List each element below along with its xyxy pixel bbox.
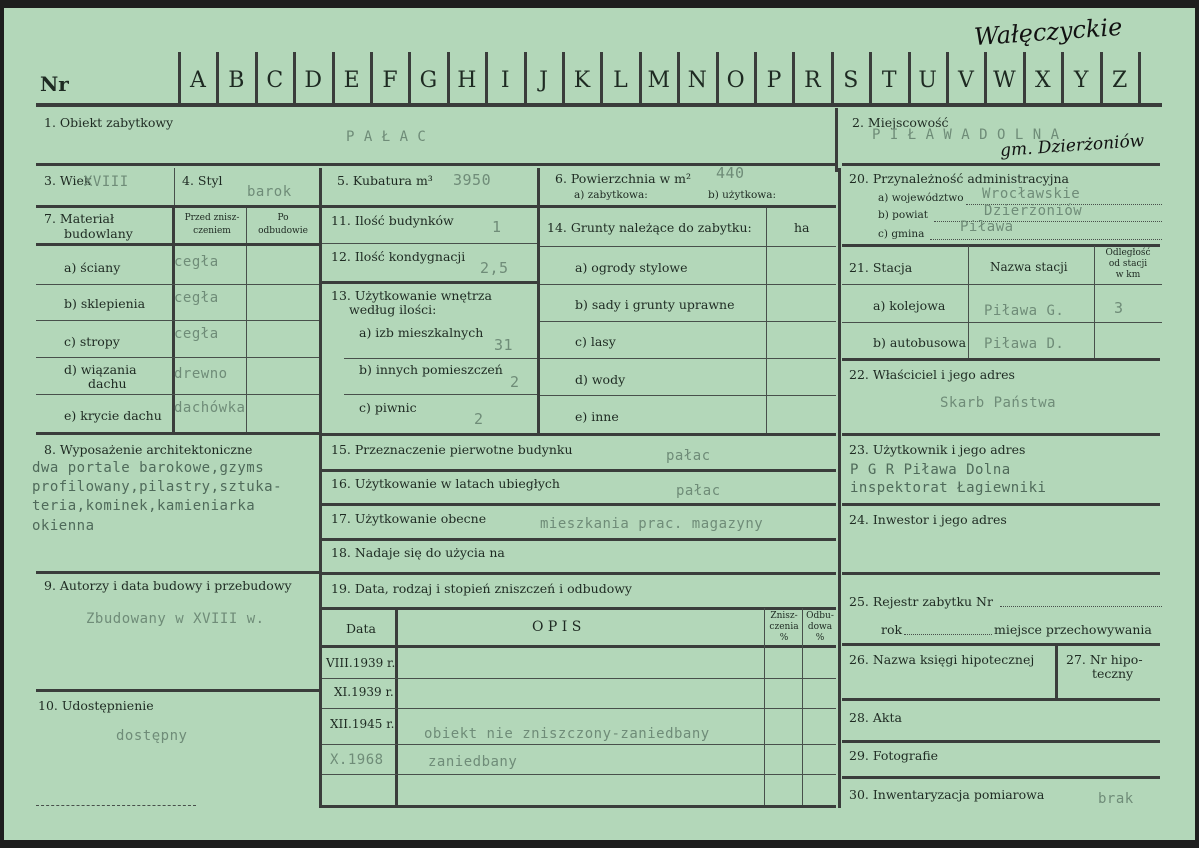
f25-rok: rok — [881, 622, 903, 637]
f19-col-znisz: Znisz- — [770, 611, 798, 621]
f20-label: 20. Przynależność administracyjna — [849, 171, 1069, 186]
record-card — [4, 8, 1195, 840]
f13-c: c) piwnic — [359, 400, 417, 415]
f2-label: 2. Miejscowość — [852, 115, 949, 130]
hl-f26-bottom — [842, 698, 1160, 701]
f1-value: P A Ł A C — [346, 129, 427, 145]
hl-f14-head — [540, 246, 836, 247]
f7-label: 7. Materiał — [44, 211, 115, 226]
hl-f8-bottom — [36, 571, 319, 574]
f25-nr-line — [1000, 606, 1162, 607]
letter-x: X — [1034, 68, 1051, 93]
f25-rok-line — [904, 634, 992, 635]
f7-row-roof-frame-2: dachu — [88, 376, 127, 391]
f8-line-2: profilowany,pilastry,sztuka- — [32, 479, 283, 495]
f24-label: 24. Inwestor i jego adres — [849, 512, 1007, 527]
f22-label: 22. Właściciel i jego adres — [849, 367, 1015, 382]
letter-b: B — [228, 68, 245, 93]
hl-f11 — [322, 243, 537, 244]
f16-label: 16. Użytkowanie w latach ubiegłych — [331, 476, 560, 491]
f23-line-1: P G R Piława Dolna — [850, 462, 1011, 478]
hl-f19-bottom — [322, 805, 836, 808]
f2-value: P I Ł A W A D O L N A — [872, 127, 1060, 143]
f14-row-waters: d) wody — [575, 372, 626, 387]
hl-f28-bottom — [842, 740, 1160, 743]
f19-col-odbu-pct: % — [815, 633, 825, 643]
f5-value: 3950 — [453, 171, 492, 189]
hl-f16 — [322, 503, 836, 506]
v-f26-27 — [1055, 645, 1058, 699]
f30-label: 30. Inwentaryzacja pomiarowa — [849, 787, 1045, 802]
hl-f21-head — [842, 284, 1162, 285]
f27-label: 27. Nr hipo- — [1066, 652, 1143, 667]
f13-a: a) izb mieszkalnych — [359, 325, 484, 340]
hl-f9-bottom — [36, 689, 319, 692]
f19-row-2-date: XI.1939 r. — [334, 685, 394, 699]
handwritten-note: Wałęczyckie — [973, 12, 1124, 52]
f20-c-line — [930, 239, 1162, 240]
f5-label: 5. Kubatura m³ — [337, 173, 433, 188]
f7-col-after-2: odbudowie — [258, 226, 308, 236]
f13-label-2: według ilości: — [349, 302, 437, 317]
hl-f21-bottom — [842, 358, 1160, 361]
hl-f19-head — [322, 645, 836, 648]
hl-f14-r1 — [540, 284, 836, 285]
f19-row-3-date: XII.1945 r. — [330, 717, 395, 731]
f21-col-dist-2: od stacji — [1108, 259, 1148, 269]
hl-f20-bottom — [842, 244, 1160, 247]
f20-b-value: Dzierżoniów — [984, 203, 1083, 219]
hl-f7-r4 — [36, 394, 319, 395]
f10-value: dostępny — [116, 728, 188, 744]
f8-line-3: teria,kominek,kamieniarka — [32, 498, 256, 514]
f21-b: b) autobusowa — [873, 335, 967, 350]
f20-a: a) województwo — [878, 192, 964, 204]
f7-roof-frame-value: drewno — [174, 366, 228, 382]
hl-row3 — [36, 205, 836, 208]
hl-f24-bottom — [842, 572, 1160, 575]
hl-f10-bottom — [36, 805, 196, 807]
f2-note: gm. Dzierżoniów — [999, 130, 1145, 162]
hl-f19-r3 — [322, 744, 836, 745]
f3-label: 3. Wiek — [44, 173, 92, 188]
f4-value: barok — [247, 184, 292, 200]
hl-f19-top — [322, 607, 836, 610]
f8-label: 8. Wyposażenie architektoniczne — [44, 442, 253, 457]
hl-f14-r3 — [540, 358, 836, 359]
f19-row-3-opis: obiekt nie zniszczony-zaniedbany — [424, 726, 710, 742]
f19-row-4-opis: zaniedbany — [428, 754, 518, 770]
f14-row-other: e) inne — [575, 409, 619, 424]
f15-value: pałac — [666, 448, 711, 464]
f6-a: a) zabytkowa: — [574, 189, 648, 201]
f17-value: mieszkania prac. magazyny — [540, 516, 764, 532]
f6-b: b) użytkowa: — [708, 189, 777, 201]
hl-f7-r1 — [36, 284, 319, 285]
letter-t: T — [881, 68, 897, 93]
f21-col-name: Nazwa stacji — [990, 260, 1068, 274]
letter-i: I — [500, 68, 510, 93]
hl-f7-r3 — [36, 357, 319, 358]
f11-label: 11. Ilość budynków — [331, 213, 454, 228]
f14-row-gardens: a) ogrody stylowe — [575, 260, 688, 275]
v-f21-1 — [968, 246, 969, 359]
hl-f19-r2 — [322, 708, 836, 709]
f17-label: 17. Użytkowanie obecne — [331, 511, 487, 526]
f3-value: XVIII — [84, 174, 129, 190]
f19-col-odbu: Odbu- — [806, 611, 834, 621]
f29-label: 29. Fotografie — [849, 748, 939, 763]
f22-value: Skarb Państwa — [940, 395, 1057, 411]
f23-line-2: inspektorat Łagiewniki — [850, 480, 1047, 496]
f19-col-znisz-pct: % — [779, 633, 789, 643]
f14-row-orchards: b) sady i grunty uprawne — [575, 297, 735, 312]
f7-row-roof-frame: d) wiązania — [64, 362, 137, 377]
hl-f21-r1 — [842, 322, 1162, 323]
letter-h: H — [457, 68, 477, 93]
f20-b: b) powiat — [878, 209, 929, 221]
f25-label: 25. Rejestr zabytku Nr — [849, 594, 993, 609]
f10-label: 10. Udostępnienie — [38, 698, 154, 713]
letter-g: G — [419, 68, 438, 93]
f6-label: 6. Powierzchnia w m² — [555, 171, 692, 186]
f21-col-dist: Odległość — [1105, 248, 1151, 258]
f7-row-walls: a) ściany — [64, 260, 121, 275]
f20-a-value: Wrocławskie — [982, 186, 1081, 202]
f21-a-name: Piława G. — [984, 303, 1065, 319]
hl-f7-head — [36, 243, 319, 246]
hl-f15 — [322, 469, 836, 472]
f20-c: c) gmina — [878, 228, 925, 240]
header-divider — [36, 103, 1162, 107]
letter-d: D — [304, 68, 322, 93]
f7-label-2: budowlany — [64, 226, 133, 241]
letter-r: R — [804, 68, 821, 93]
f20-c-value: Piława — [960, 219, 1014, 235]
f14-label: 14. Grunty należące do zabytku: — [547, 220, 752, 235]
f1-label: 1. Obiekt zabytkowy — [44, 115, 174, 130]
f14-unit: ha — [794, 220, 810, 235]
f21-a: a) kolejowa — [873, 298, 946, 313]
letter-f: F — [382, 68, 398, 93]
hl-f13-a — [344, 358, 537, 359]
v-divider-left-col — [319, 168, 322, 808]
f6-value: 440 — [716, 164, 745, 182]
letter-l: L — [613, 68, 628, 93]
f7-col-after: Po — [277, 213, 289, 223]
letter-m: M — [647, 68, 671, 93]
f15-label: 15. Przeznaczenie pierwotne budynku — [331, 442, 573, 457]
letter-v: V — [958, 68, 974, 93]
hl-f12 — [322, 281, 537, 284]
f13-label: 13. Użytkowanie wnętrza — [331, 288, 492, 303]
f7-roofing-value: dachówka — [174, 400, 246, 416]
f21-a-dist: 3 — [1114, 299, 1124, 317]
f9-value: Zbudowany w XVIII w. — [86, 611, 265, 627]
letter-o: O — [726, 68, 745, 93]
hl-f19-r1 — [322, 678, 836, 679]
f26-label: 26. Nazwa księgi hipotecznej — [849, 652, 1035, 667]
hl-f17 — [322, 538, 836, 541]
v-divider-3-4 — [174, 168, 175, 206]
hl-top-right — [842, 163, 1160, 166]
f28-label: 28. Akta — [849, 710, 902, 725]
f13-c-value: 2 — [474, 410, 484, 428]
f13-b: b) innych pomieszczeń — [359, 362, 503, 377]
f12-value: 2,5 — [480, 259, 509, 277]
hl-f23-bottom — [842, 503, 1160, 506]
letter-y: Y — [1073, 68, 1089, 93]
f27-label-2: teczny — [1092, 666, 1134, 681]
letter-n: N — [687, 68, 707, 93]
v-divider-5-6 — [537, 168, 540, 206]
f7-col-before: Przed znisz- — [184, 213, 240, 223]
letter-p: P — [766, 68, 782, 93]
hl-f25-bottom — [842, 643, 1160, 646]
f18-label: 18. Nadaje się do użycia na — [331, 545, 505, 560]
hl-middle-bottom — [322, 433, 836, 436]
f30-value: brak — [1098, 791, 1134, 807]
letter-a: A — [190, 68, 206, 93]
letter-s: S — [843, 68, 859, 93]
f13-b-value: 2 — [510, 373, 520, 391]
f4-label: 4. Styl — [182, 173, 223, 188]
f7-row-vaults: b) sklepienia — [64, 296, 146, 311]
f11-value: 1 — [492, 218, 502, 236]
f8-line-1: dwa portale barokowe,gzyms — [32, 460, 265, 476]
f21-col-dist-3: w km — [1115, 270, 1141, 280]
nr-label: Nr — [40, 72, 69, 96]
letter-z: Z — [1111, 68, 1128, 93]
f21-b-name: Piława D. — [984, 336, 1065, 352]
f7-walls-value: cegła — [174, 254, 219, 270]
hl-f29-bottom — [842, 776, 1160, 779]
f21-label: 21. Stacja — [849, 260, 913, 275]
hl-f14-r2 — [540, 321, 836, 322]
f7-row-ceilings: c) stropy — [64, 334, 120, 349]
f25-miejsce: miejsce przechowywania — [994, 622, 1152, 637]
f7-ceilings-value: cegła — [174, 326, 219, 342]
hl-f7-r2 — [36, 320, 319, 321]
hl-f7-bottom — [36, 432, 319, 435]
f9-label: 9. Autorzy i data budowy i przebudowy — [44, 578, 292, 593]
hl-f18 — [322, 572, 836, 575]
f19-label: 19. Data, rodzaj i stopień zniszczeń i odbudowy — [331, 581, 632, 596]
f16-value: pałac — [676, 483, 721, 499]
f12-label: 12. Ilość kondygnacji — [331, 249, 466, 264]
letter-c: C — [266, 68, 284, 93]
letter-k: K — [573, 68, 591, 93]
letter-u: U — [918, 68, 937, 93]
f19-row-4-date: X.1968 — [330, 752, 384, 768]
f7-vaults-value: cegła — [174, 290, 219, 306]
f19-col-znisz-2: czenia — [769, 622, 799, 632]
f23-label: 23. Użytkownik i jego adres — [849, 442, 1026, 457]
hl-f13-b — [344, 394, 537, 395]
hl-f14-r4 — [540, 395, 836, 396]
f7-col-before-2: czeniem — [193, 226, 231, 236]
f8-line-4: okienna — [32, 518, 95, 534]
f19-col-date: Data — [346, 621, 376, 636]
f19-row-1-date: VIII.1939 r. — [326, 656, 396, 670]
hl-f19-r4 — [322, 774, 836, 775]
hl-f22-bottom — [842, 433, 1160, 436]
f19-col-opis: O P I S — [532, 619, 582, 635]
f19-col-odbu-2: dowa — [807, 622, 833, 632]
f14-row-forests: c) lasy — [575, 334, 616, 349]
letter-w: W — [993, 68, 1016, 93]
f7-row-roofing: e) krycie dachu — [64, 408, 162, 423]
v-divider-mid-right — [838, 168, 841, 808]
letter-j: J — [539, 68, 548, 93]
f13-a-value: 31 — [494, 336, 514, 354]
letter-e: E — [343, 68, 360, 93]
